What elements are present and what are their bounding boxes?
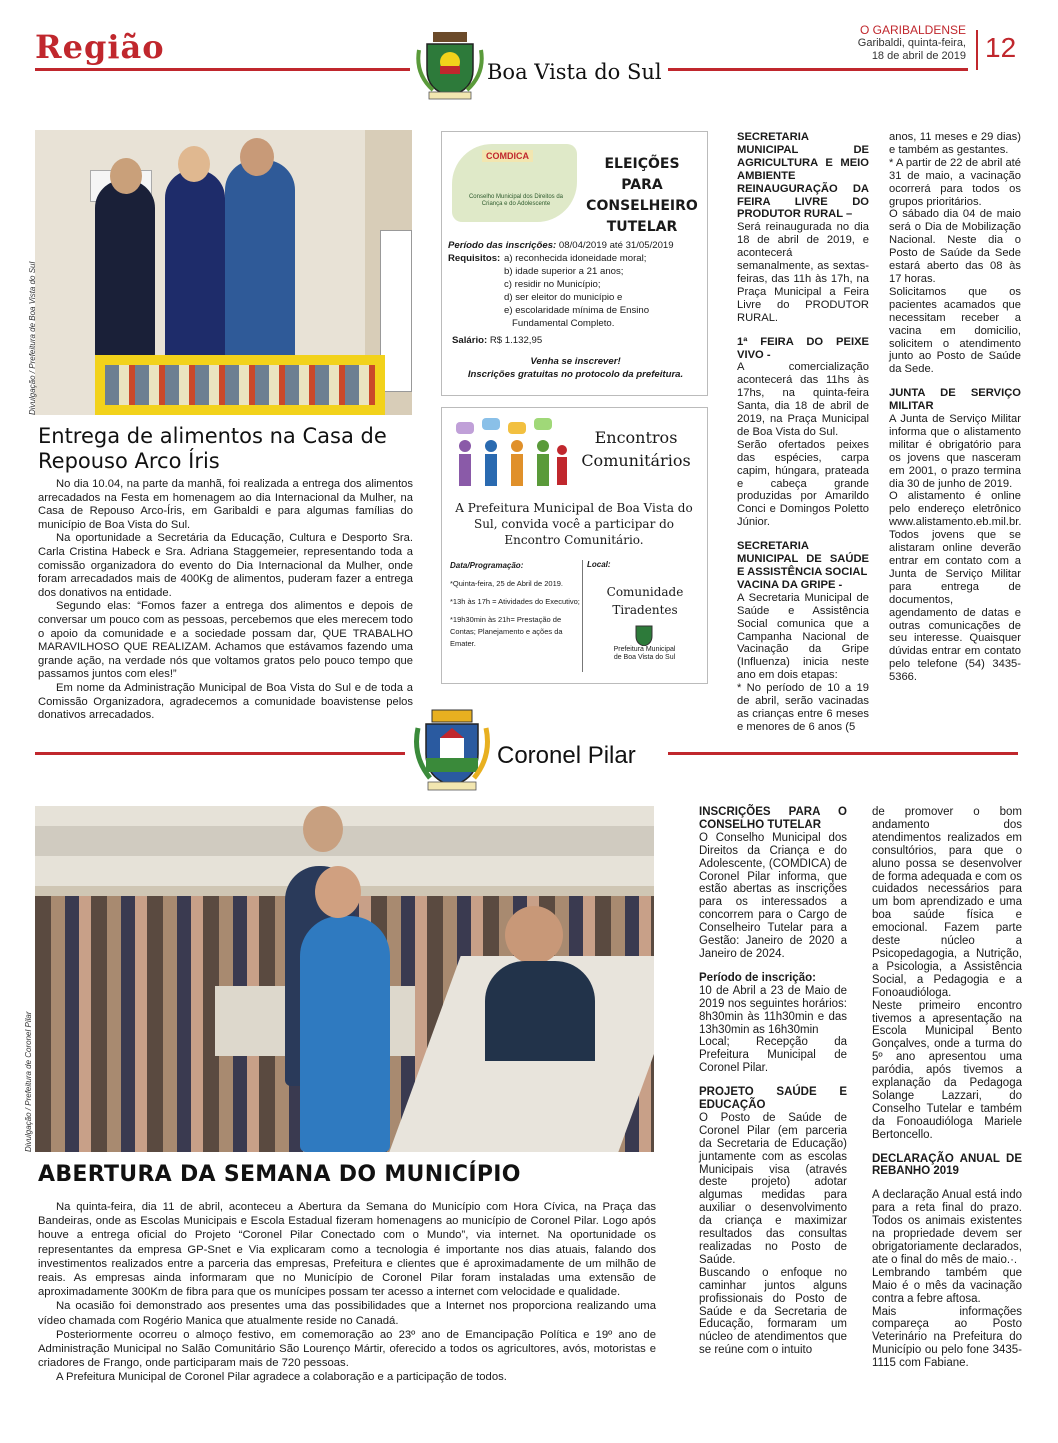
column-paragraph (872, 1189, 1022, 1266)
comdica-logo-text: COMDICA (482, 150, 533, 162)
ad-encontros-footer (592, 646, 697, 662)
column-heading: 1ª FEIRA DO PEIXE VIVO - (737, 335, 869, 361)
boa-vista-headline: Entrega de alimentos na Casa de Repouso Arco Íris (38, 424, 387, 473)
salario-label: Salário: (452, 335, 488, 346)
column-text: A comercialização acontecerá das 11hs às 17hs, na quinta-feira Santa, dia 18 de abril de 2019, na Praça Municipal de Boa Vista do Sul. (737, 361, 869, 438)
column-text: O Posto de Saúde de Coronel Pilar (em parceria da Secretaria de Educação) juntamente com as escolas Municipais visa (através deste projeto) adotar algumas medidas para auxiliar o desenvolvimento da criança e maximizar resultados das consultas realizadas no Posto de Saúde. (699, 1111, 847, 1266)
column-text: A declaração Anual está indo para a reta final do prazo. Todos os animais existentes na propriedade devem ser obrigatoriamente declarados, ate o final do mês de maio.·. (872, 1189, 1022, 1266)
column-paragraph (737, 540, 869, 579)
article-paragraph: Na quinta-feira, dia 11 de abril, aconteceu a Abertura da Semana do Município com Hora Cívica, na Praça das Bandeiras, onde as Escolas Municipais e Escola Estadual fizeram homenagens ao município de Coronel Pilar. Logo após houve a entrega oficial do Projeto “Coronel Pilar Conectado com o Mundo”, via internet. Na oportunidade os representantes da empresa GP-Snet e Via explicaram como a tecnologia é importante nos dias atuais, falando dos investimentos realizados entre a parceria das empresas, Prefeitura e clientes que é aproximadamente de um milhão de reais. As empresas ainda informaram que no Município de Coronel Pilar foram instaladas uma extensão de aproximadamente 300Km de fibra para que os munícipes possam ter acesso a internet com velocidade e qualidade. (38, 1201, 656, 1299)
article-paragraph: No dia 10.04, na parte da manhã, foi realizada a entrega dos alimentos arrecadados na Festa em homenagem ao dia Internacional da Mulher, na Casa de Repouso Arco-Íris, em Garibaldi e para algumas famílias do município de Boa Vista do Sul. (38, 478, 413, 531)
ad-encontros-comunitarios (441, 407, 708, 684)
column-text: anos, 11 meses e 29 dias) e também as gestantes. (889, 131, 1021, 156)
programacao-item: *Quinta-feira, 25 de Abril de 2019. (450, 579, 563, 588)
ad-encontros-invite: A Prefeitura Municipal de Boa Vista do Sul, convida você a participar do Encontro Comunitário. (455, 501, 693, 547)
column-paragraph (889, 208, 1021, 285)
column-paragraph (737, 183, 869, 325)
column-paragraph (699, 1036, 847, 1075)
column-paragraph (872, 1153, 1022, 1179)
column-text: Neste primeiro encontro tivemos a apresentação na Escola Municipal Bento Gonçalves, onde a turma do 5º ano apresentou uma paródia, após tivemos a explanação da Pedagoga Solange Lazzari, do Conselho Tutelar e também da Fonoaudióloga Mariele Bertoncello. (872, 999, 1022, 1141)
column-text: O sábado dia 04 de maio será o Dia de Mobilização Nacional. Neste dia o Posto de Saúde da Sede estará aberto das 08 às 17 horas. (889, 208, 1021, 285)
column-text: * A partir de 22 de abril até 31 de maio, a vacinação ocorrerá para todos os grupos prioritários. (889, 156, 1021, 208)
header-rule-left (35, 68, 410, 71)
header-rule-right (668, 68, 968, 71)
column-paragraph (872, 1267, 1022, 1306)
column-heading: Período de inscrição: (699, 971, 816, 984)
column-text: * No período de 10 a 19 de abril, serão vacinadas as crianças entre 6 meses e menores de 6 anos (5 (737, 682, 869, 733)
column-text: A Secretaria Municipal de Saúde e Assistência Social comunica que a Campanha Nacional de Vacinação da Gripe (Influenza) inicia neste ano em dois etapas: (737, 591, 869, 682)
requisito-item: a) reconhecida idoneidade moral; (504, 253, 647, 264)
column-text: Solicitamos que os pacientes acamados que necessitam receber a vacina em domicilio, solicitem o atendimento junto ao Posto de Saúde da Sede. (889, 285, 1021, 376)
column-paragraph (737, 439, 869, 529)
ad-eleicoes-title: ELEIÇÕES PARA CONSELHEIRO TUTELAR (586, 156, 698, 235)
column-text: A Junta de Serviço Militar informa que o alistamento militar é obrigatório para os jovens que nasceram em 2001, o prazo termina dia 30 de junho de 2019. (889, 413, 1021, 490)
column-text: de promover o bom andamento dos atendimentos realizados em consultórios, para que o aluno possa se desenvolver de forma adequada e com os cuidados necessários para um bom aprendizado e uma boa saúde física e emocional. Fazem parte deste núcleo a Psicopedagogia, a Nutrição, a Psicologia, a Assistência Social, a Pedagogia e a Fonoaudióloga. (872, 806, 1022, 999)
programacao-item: *13h às 17h = Atividades do Executivo; (450, 597, 580, 606)
boa-vista-column-3 (737, 131, 869, 734)
local-label: Local: (587, 560, 611, 569)
people-group-icon (450, 414, 570, 498)
requisito-item: c) residir no Município; (504, 279, 601, 290)
article-paragraph: Na ocasião foi demonstrado aos presentes uma das possibilidades que a Internet nos proporciona realizando uma vídeo chamada com Rogério Manica que atualmente reside no Canadá. (38, 1300, 656, 1327)
column-text: Buscando o enfoque no caminhar juntos alguns profissionais do Posto de Saúde e da Secretaria de Educação, formaram um núcleo de atendimentos que se reúne com o intuito (699, 1266, 847, 1357)
column-heading: REINAUGURAÇÃO DA FEIRA LIVRE DO PRODUTOR RURAL – (737, 182, 869, 221)
column-paragraph (889, 490, 1021, 684)
column-heading: SECRETARIA MUNICIPAL DE SAÚDE E ASSISTÊNCIA SOCIAL (737, 540, 869, 578)
ad-eleicoes-conselheiro (441, 131, 708, 396)
column-paragraph (889, 131, 1021, 157)
column-text: 10 de Abril a 23 de Maio de 2019 nos seguintes horários: 8h30min às 11h30min e das 13h30min as 16h30min (699, 984, 847, 1036)
comdica-logo-icon (452, 144, 577, 222)
article-paragraph: Na oportunidade a Secretária da Educação, Cultura e Desporto Sra. Carla Cristina Habeck e Sra. Adriana Staggemeier, representando toda a comissão organizadora do evento do Dia Internacional da Mulher, onde foram arrecadados mais de 400Kg de alimentos, puderam fazer a entrega dos donativos na entidade. (38, 532, 413, 599)
article-paragraph: Em nome da Administração Municipal de Boa Vista do Sul e de toda a Comissão Organizadora, agradecemos a comunidade boavistense pelos donativos arrecadados. (38, 681, 413, 722)
coronel-pilar-photo (35, 806, 654, 1152)
article-paragraph: Posteriormente ocorreu o almoço festivo, em comemoração ao 23º ano de Emancipação Política e 19º ano de Administração Municipal no Salão Comunitário São Lourenço Mártir, oferecido a todos os agricultores, avós, motoristas e criadores de Frango, onde participaram mais de 720 pessoas. (38, 1328, 656, 1370)
column-heading: SECRETARIA MUNICIPAL DE AGRICULTURA E MEIO AMBIENTE (737, 131, 869, 182)
masthead-info (858, 24, 966, 63)
prefeitura-crest-icon (632, 624, 656, 646)
column-heading: VACINA DA GRIPE - (737, 578, 843, 591)
column-heading: JUNTA DE SERVIÇO MILITAR (889, 387, 1021, 413)
section-title: Região (35, 28, 165, 66)
section-rule-right (668, 752, 1018, 755)
salario-value: R$ 1.132,95 (489, 335, 543, 346)
column-paragraph (737, 579, 869, 682)
requisito-item: e) escolaridade mínima de Ensino (504, 305, 650, 316)
boa-vista-photo (35, 130, 412, 415)
column-heading: DECLARAÇÃO ANUAL DE REBANHO 2019 (872, 1152, 1022, 1178)
comdica-logo-subtitle: Conselho Municipal dos Direitos da Criança e do Adolescente (468, 194, 564, 207)
column-paragraph (737, 682, 869, 734)
column-text: Local; Recepção da Prefeitura Municipal de Coronel Pilar. (699, 1036, 847, 1075)
periodo-label: Período das inscrições: (448, 240, 557, 251)
page-divider (976, 30, 978, 70)
data-label: Data/Programação: (450, 561, 524, 570)
column-paragraph (699, 972, 847, 1037)
requisito-item: d) ser eleitor do município e (504, 292, 623, 303)
requisito-item: Fundamental Completo. (512, 318, 615, 329)
column-paragraph (737, 131, 869, 183)
ad-cta-1: Venha se inscrever! (530, 356, 621, 367)
column-paragraph (737, 336, 869, 439)
column-paragraph (699, 1086, 847, 1267)
publication-name: O GARIBALDENSE (859, 23, 966, 37)
footer-line: de Boa Vista do Sul (613, 654, 676, 661)
column-text: Será reinaugurada no dia 18 de abril de 2019, e acontecerá semanalmente, as sextas-feiras, das 11h às 17h, na Praça Municipal a Feira Livre do PRODUTOR RURAL. (737, 221, 869, 324)
coronel-article-body (38, 1200, 656, 1385)
section-rule-left (35, 752, 405, 755)
coronel-column-2 (872, 806, 1022, 1370)
ad-encontros-title: Encontros Comunitários (581, 428, 691, 470)
column-paragraph (889, 387, 1021, 413)
coronel-pilar-coat-of-arms-icon (412, 708, 492, 794)
coronel-column-1 (699, 806, 847, 1357)
boa-vista-article-body (38, 478, 413, 723)
coronel-headline: ABERTURA DA SEMANA DO MUNICÍPIO (38, 1162, 521, 1187)
local-value: Comunidade Tiradentes (606, 585, 684, 617)
boa-vista-column-4 (889, 131, 1021, 684)
column-text: Lembrando também que Maio é o mês da vacinação contra a febre aftosa. (872, 1266, 1022, 1305)
column-heading: PROJETO SAÚDE E EDUCAÇÃO (699, 1086, 847, 1112)
ad-cta-2: Inscrições gratuitas no protocolo da prefeitura. (467, 369, 684, 380)
boa-vista-coat-of-arms-icon (415, 30, 485, 102)
column-paragraph (699, 1267, 847, 1357)
requisito-item: b) idade superior a 21 anos; (504, 266, 624, 277)
dateline-1: Garibaldi, quinta-feira, (857, 37, 966, 49)
periodo-value: 08/04/2019 até 31/05/2019 (558, 240, 674, 251)
column-paragraph (889, 286, 1021, 376)
programacao-item: *19h30min às 21h= Prestação de Contas; Planejamento e ações da Emater. (450, 615, 563, 648)
coronel-pilar-title: Coronel Pilar (497, 742, 636, 769)
article-paragraph: Segundo elas: “Fomos fazer a entrega dos alimentos e depois de conversar um pouco com as pessoas, percebemos que eles merecem todo o apoio da comunidade e a sociedade possam dar, QUE TRABALHO MARAVILHOSO QUE REALIZAM. Achamos que estávamos fazendo uma grande ação, na verdade nós que voltamos gratos pelo pouco tempo que passamos juntos com eles!” (38, 600, 413, 681)
column-paragraph (699, 806, 847, 961)
page-number: 12 (985, 32, 1017, 63)
column-paragraph (872, 1000, 1022, 1142)
column-paragraph (889, 157, 1021, 209)
column-text: Mais informações compareça ao Posto Veterinário na Prefeitura do Município ou pelo fone 3435-1115 com Fabiane. (872, 1305, 1022, 1370)
column-paragraph (889, 413, 1021, 490)
column-heading: INSCRIÇÕES PARA O CONSELHO TUTELAR (699, 806, 847, 831)
article-paragraph: A Prefeitura Municipal de Coronel Pilar agradece a colaboração e a participação de todos. (56, 1371, 507, 1384)
dateline-2: 18 de abril de 2019 (871, 50, 966, 62)
column-text: Serão ofertados peixes das espécies, carpa capim, húngara, prateada e cabeça grande produzidas por Amarildo Conci e Domingos Poletto Júnior. (737, 438, 869, 529)
requisitos-label: Requisitos: (448, 253, 501, 264)
column-paragraph (872, 1306, 1022, 1371)
column-paragraph (872, 806, 1022, 1000)
footer-line: Prefeitura Municipal (613, 646, 676, 653)
boa-vista-title: Boa Vista do Sul (487, 60, 662, 84)
column-text: O alistamento é online pelo endereço eletrônico www.alistamento.eb.mil.br. Todos jovens que se alistaram online deverão entrar em contato com a Junta de Serviço Militar para entrega de documentos, agendamento de datas e outras comunicações de seu interesse. Quaisquer dúvidas entrar em contato pelo telefone (54) 3435-5366. (889, 490, 1022, 684)
column-text: O Conselho Municipal dos Direitos da Criança e do Adolescente, (COMDICA) de Coronel Pilar informa, que estão abertas as inscrições para os interessados a concorrem para o Cargo de Conselheiro Tutelar para a Gestão: Janeiro de 2020 a Janeiro de 2024. (699, 831, 847, 960)
boa-vista-photo-credit: Divulgação / Prefeitura de Boa Vista do Sul (28, 261, 37, 415)
ad-divider (582, 560, 583, 672)
coronel-photo-credit: Divulgação / Prefeitura de Coronel Pilar (24, 1011, 33, 1152)
